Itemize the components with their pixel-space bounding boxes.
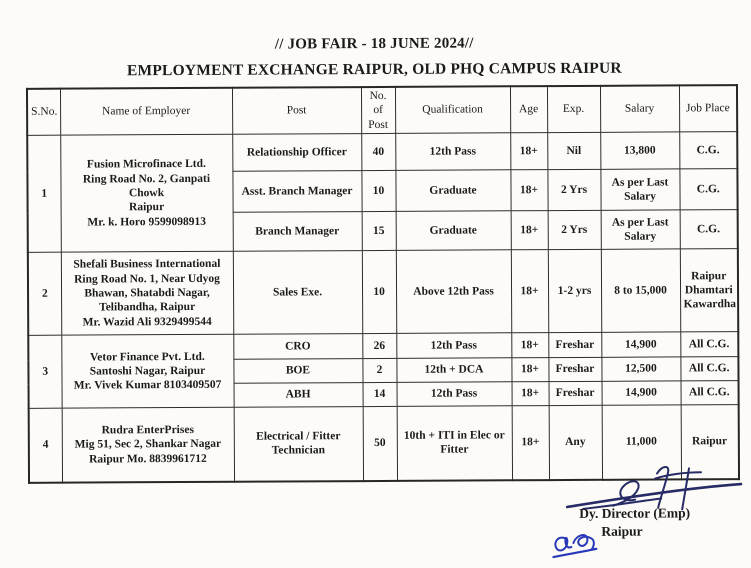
column-header: Age — [510, 86, 547, 133]
table-body — [27, 132, 739, 483]
cell-exp: Nil — [547, 132, 600, 169]
cell-age: 18+ — [510, 170, 547, 211]
cell-salary: 14,900 — [602, 381, 681, 405]
cell-age: 18+ — [511, 250, 548, 333]
employer-line: Ring Road No. 2, Ganpati Chowk — [82, 172, 211, 200]
cell-employer — [61, 334, 233, 408]
cell-exp: 2 Yrs — [548, 210, 601, 249]
column-header: Name of Employer — [60, 88, 232, 136]
cell-exp: 1-2 yrs — [548, 249, 601, 332]
cell-qualification: Graduate — [396, 211, 511, 251]
cell-salary: 11,000 — [602, 405, 681, 479]
initial-scribble — [550, 525, 602, 561]
cell-salary: 8 to 15,000 — [601, 249, 680, 332]
cell-no-of-post: 10 — [361, 171, 395, 212]
cell-salary: As per Last Salary — [601, 210, 680, 249]
cell-sno: 1 — [27, 135, 61, 252]
cell-age: 18+ — [511, 358, 548, 382]
cell-no-of-post: 15 — [362, 212, 396, 251]
cell-post: CRO — [233, 334, 362, 360]
page-subtitle: EMPLOYMENT EXCHANGE RAIPUR, OLD PHQ CAMPUS RAIPUR — [126, 59, 622, 80]
column-header: S.No. — [27, 89, 60, 136]
cell-qualification: 12th + DCA — [396, 358, 511, 383]
cell-job-place: C.G. — [679, 169, 737, 210]
table-row — [27, 132, 737, 173]
cell-qualification: Graduate — [395, 170, 510, 212]
cell-job-place: C.G. — [680, 210, 738, 249]
cell-qualification: 12th Pass — [397, 382, 512, 407]
cell-employer — [60, 134, 233, 252]
column-header: Qualification — [395, 86, 510, 133]
cell-post: Asst. Branch Manager — [232, 171, 361, 213]
employer-line: Raipur — [128, 201, 165, 214]
cell-post: BOE — [233, 359, 362, 384]
cell-salary: 13,800 — [600, 132, 679, 169]
cell-no-of-post: 40 — [361, 134, 395, 171]
signatory-role: Dy. Director (Emp) — [579, 505, 691, 521]
column-header: No. of Post — [361, 87, 395, 134]
employer-line: Mig 51, Sec 2, Shankar Nagar — [74, 437, 222, 451]
cell-no-of-post: 2 — [362, 359, 396, 383]
table-row — [28, 332, 738, 361]
cell-sno: 2 — [28, 252, 61, 335]
employer-line: Vetor Finance Pvt. Ltd. — [90, 350, 205, 364]
employer-line: Fusion Microfinace Ltd. — [86, 158, 206, 171]
cell-no-of-post: 10 — [362, 251, 396, 334]
cell-employer — [61, 251, 233, 335]
cell-job-place: All C.G. — [680, 357, 738, 381]
employer-line: Mr. Wazid Ali 9329499544 — [82, 315, 212, 329]
column-header: Exp. — [547, 86, 600, 133]
cell-age: 18+ — [512, 406, 549, 480]
column-header: Salary — [600, 85, 679, 132]
job-fair-table — [26, 84, 740, 483]
employer-line: Telibandha, Raipur — [99, 301, 196, 314]
employer-line: Mr. Vivek Kumar 8103409507 — [73, 379, 222, 392]
column-header: Job Place — [679, 85, 737, 132]
cell-exp: Any — [549, 405, 602, 479]
cell-salary: 12,500 — [601, 357, 680, 381]
cell-sno: 3 — [28, 335, 61, 408]
column-header: Post — [232, 87, 361, 134]
cell-exp: 2 Yrs — [547, 169, 600, 210]
cell-job-place: Raipur Dhamtari Kawardha — [680, 249, 738, 332]
employer-line: Mr. k. Horo 9599098913 — [87, 215, 206, 229]
cell-exp: Freshar — [549, 381, 602, 405]
cell-exp: Freshar — [548, 357, 601, 381]
cell-salary: 14,900 — [601, 332, 680, 357]
cell-post: Electrical / Fitter Technician — [234, 407, 363, 482]
cell-job-place: All C.G. — [681, 381, 739, 405]
cell-age: 18+ — [511, 333, 548, 358]
cell-qualification: 12th Pass — [396, 333, 511, 359]
cell-age: 18+ — [511, 211, 548, 250]
cell-employer — [62, 407, 234, 482]
cell-qualification: Above 12th Pass — [396, 250, 511, 334]
cell-age: 18+ — [512, 382, 549, 406]
cell-qualification: 12th Pass — [395, 133, 510, 171]
signatory-place: Raipur — [601, 523, 643, 539]
employer-line: Shefali Business International — [73, 257, 221, 271]
employer-line: Raipur Mo. 8839961712 — [89, 452, 207, 466]
cell-sno: 4 — [29, 408, 62, 482]
cell-age: 18+ — [510, 133, 547, 170]
employer-line: Santoshi Nagar, Raipur — [89, 364, 206, 378]
cell-job-place: All C.G. — [680, 332, 738, 357]
page-title: // JOB FAIR - 18 JUNE 2024// — [274, 35, 474, 53]
cell-exp: Freshar — [548, 332, 601, 357]
cell-post: Branch Manager — [233, 212, 362, 252]
cell-salary: As per Last Salary — [600, 169, 679, 210]
employer-line: Bhawan, Shatabdi Nagar, — [84, 286, 210, 300]
cell-post: ABH — [234, 383, 363, 408]
employer-line: Rudra EnterPrises — [101, 423, 194, 437]
table-header-row — [27, 85, 737, 135]
cell-no-of-post: 26 — [362, 334, 396, 359]
cell-job-place: C.G. — [679, 132, 737, 169]
table-row — [28, 249, 738, 336]
cell-no-of-post: 14 — [363, 383, 397, 407]
cell-post: Relationship Officer — [232, 134, 361, 172]
cell-no-of-post: 50 — [363, 407, 397, 481]
employer-line: Ring Road No. 1, Near Udyog — [74, 272, 220, 286]
cell-qualification: 10th + ITI in Elec or Fitter — [397, 406, 512, 481]
cell-job-place: Raipur — [681, 405, 739, 479]
cell-post: Sales Exe. — [233, 251, 362, 335]
